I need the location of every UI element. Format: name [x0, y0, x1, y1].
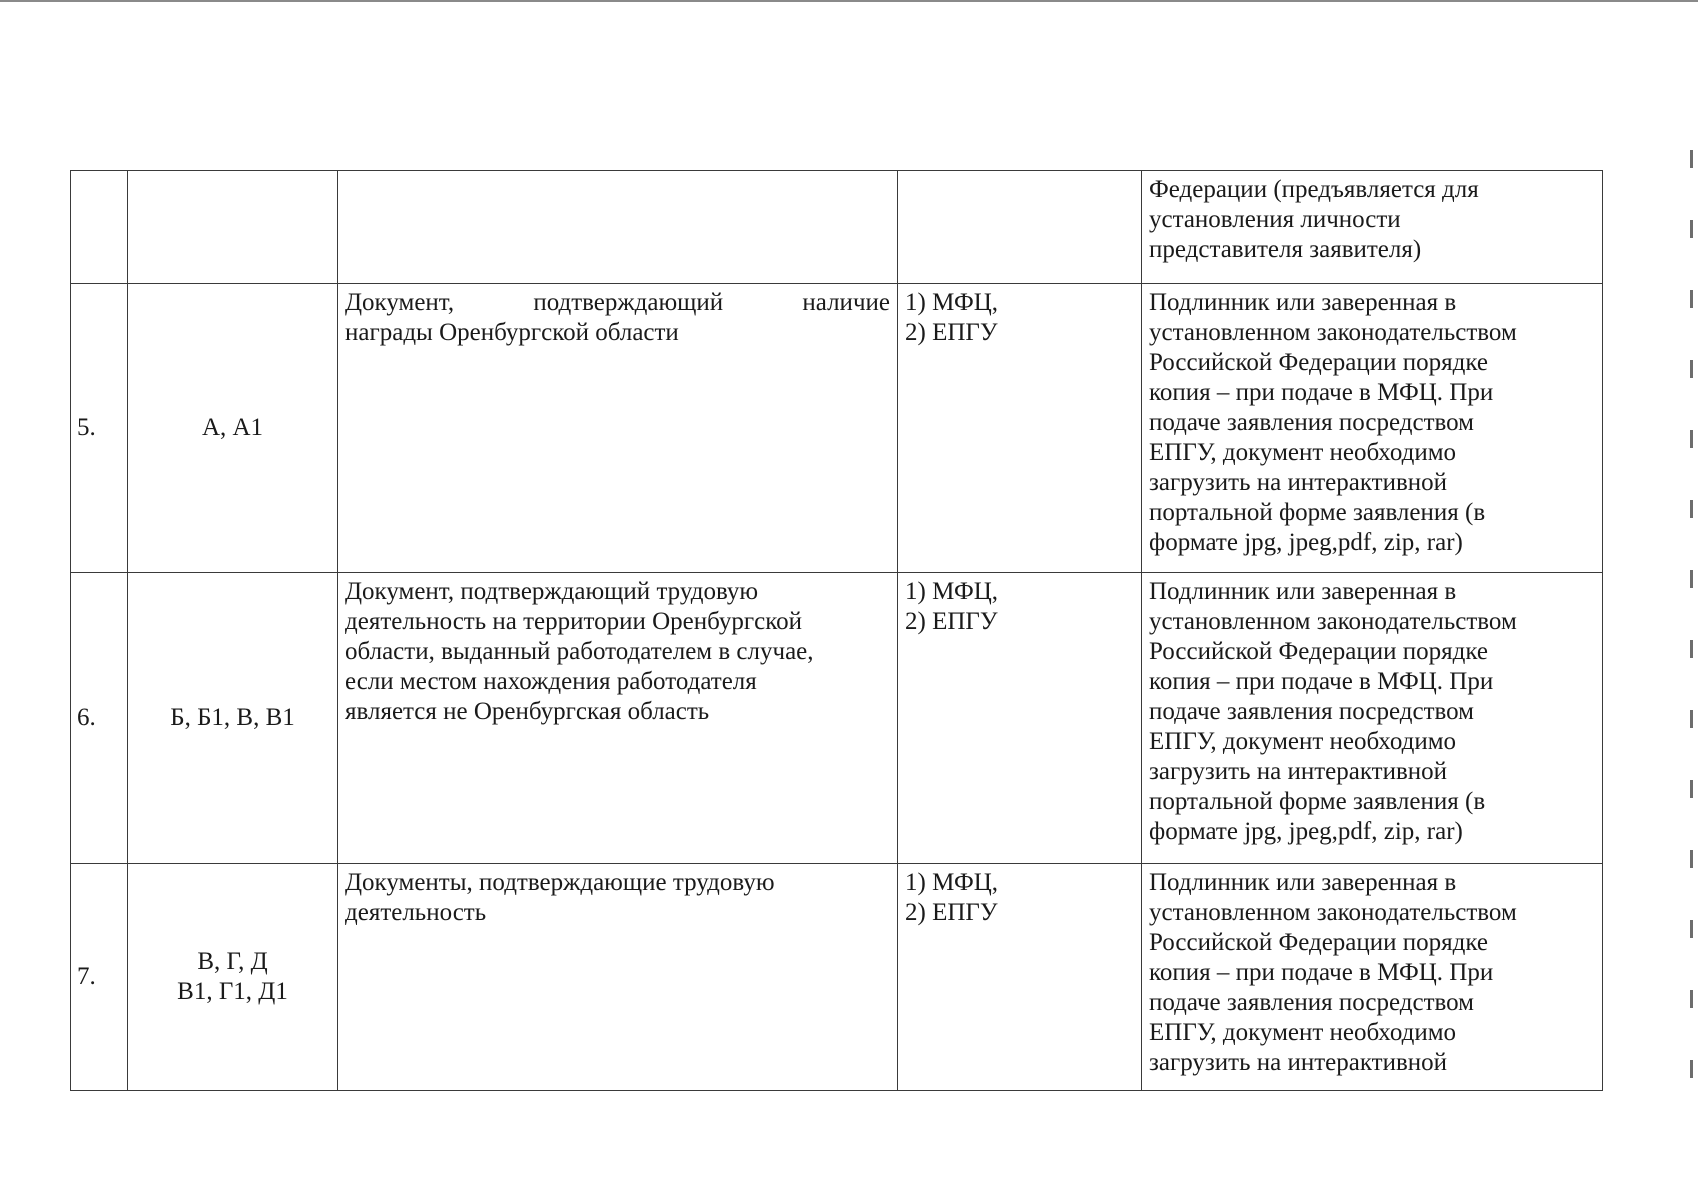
scan-edge-marks — [1690, 150, 1693, 1100]
way-line: 2) ЕПГУ — [905, 319, 998, 346]
way-line: 1) МФЦ, — [905, 289, 999, 316]
cell-ways — [898, 573, 1142, 864]
document-line: если местом нахождения работодателя — [345, 668, 757, 695]
form-line: подаче заявления посредством — [1149, 989, 1474, 1016]
form-line: портальной форме заявления (в — [1149, 499, 1486, 526]
cell-document — [338, 171, 898, 284]
category-line: Б, Б1, В, В1 — [170, 704, 295, 731]
document-line: деятельность на территории Оренбургской — [345, 608, 803, 635]
way-line: 2) ЕПГУ — [905, 899, 998, 926]
form-line: Российской Федерации порядке — [1149, 929, 1488, 956]
cell-document — [338, 284, 898, 573]
cell-ways — [898, 864, 1142, 1091]
category-line: В, Г, Д — [197, 948, 268, 975]
form-line: установленном законодательством — [1149, 899, 1517, 926]
form-line: копия – при подаче в МФЦ. При — [1149, 668, 1494, 695]
cell-ways — [898, 171, 1142, 284]
category-line: А, А1 — [201, 414, 264, 441]
cell-categories — [128, 284, 338, 573]
form-line: Российской Федерации порядке — [1149, 349, 1488, 376]
form-line: Подлинник или заверенная в — [1149, 869, 1457, 896]
form-line: Российской Федерации порядке — [1149, 638, 1488, 665]
table-row — [71, 573, 1603, 864]
form-line: ЕПГУ, документ необходимо — [1149, 439, 1457, 466]
form-line: загрузить на интерактивной — [1149, 469, 1448, 496]
row-number: 7. — [71, 864, 128, 1091]
cell-ways — [898, 284, 1142, 573]
table-row — [71, 284, 1603, 573]
form-line: установления личности — [1149, 206, 1401, 233]
cell-num — [71, 171, 128, 284]
form-line: подаче заявления посредством — [1149, 698, 1474, 725]
way-line: 1) МФЦ, — [905, 578, 999, 605]
table-row-continuation — [71, 171, 1603, 284]
form-line: установленном законодательством — [1149, 319, 1517, 346]
cell-categories — [128, 573, 338, 864]
category-line: В1, Г1, Д1 — [177, 978, 288, 1005]
form-line: подаче заявления посредством — [1149, 409, 1474, 436]
document-line: Документ, подтверждающий трудовую — [345, 578, 759, 605]
form-line: Подлинник или заверенная в — [1149, 289, 1457, 316]
cell-document — [338, 864, 898, 1091]
page-top-border — [0, 0, 1698, 2]
document-line: деятельность — [345, 899, 487, 926]
form-line: установленном законодательством — [1149, 608, 1517, 635]
form-line: портальной форме заявления (в — [1149, 788, 1486, 815]
way-line: 1) МФЦ, — [905, 869, 999, 896]
form-line: ЕПГУ, документ необходимо — [1149, 728, 1457, 755]
document-line: Документ, подтверждающий наличие — [345, 289, 890, 316]
form-line: формате jpg, jpeg,pdf, zip, rar) — [1149, 529, 1463, 556]
form-line: ЕПГУ, документ необходимо — [1149, 1019, 1457, 1046]
form-line: загрузить на интерактивной — [1149, 758, 1448, 785]
document-line: области, выданный работодателем в случае, — [345, 638, 814, 665]
cell-form — [1142, 171, 1603, 284]
form-line: формате jpg, jpeg,pdf, zip, rar) — [1149, 818, 1463, 845]
way-line: 2) ЕПГУ — [905, 608, 998, 635]
document-line: награды Оренбургской области — [345, 319, 679, 346]
cell-document — [338, 573, 898, 864]
form-line: Подлинник или заверенная в — [1149, 578, 1457, 605]
form-line: копия – при подаче в МФЦ. При — [1149, 379, 1494, 406]
cell-categories — [128, 864, 338, 1091]
cell-categories — [128, 171, 338, 284]
document-line: является не Оренбургская область — [345, 698, 710, 725]
cell-form — [1142, 864, 1603, 1091]
documents-table — [70, 170, 1603, 1091]
form-line: копия – при подаче в МФЦ. При — [1149, 959, 1494, 986]
cell-form — [1142, 284, 1603, 573]
form-line: представителя заявителя) — [1149, 236, 1422, 263]
form-line: загрузить на интерактивной — [1149, 1049, 1448, 1076]
row-number: 5. — [71, 284, 128, 573]
table-row — [71, 864, 1603, 1091]
form-line: Федерации (предъявляется для — [1149, 176, 1479, 203]
cell-form — [1142, 573, 1603, 864]
row-number: 6. — [71, 573, 128, 864]
document-line: Документы, подтверждающие трудовую — [345, 869, 775, 896]
